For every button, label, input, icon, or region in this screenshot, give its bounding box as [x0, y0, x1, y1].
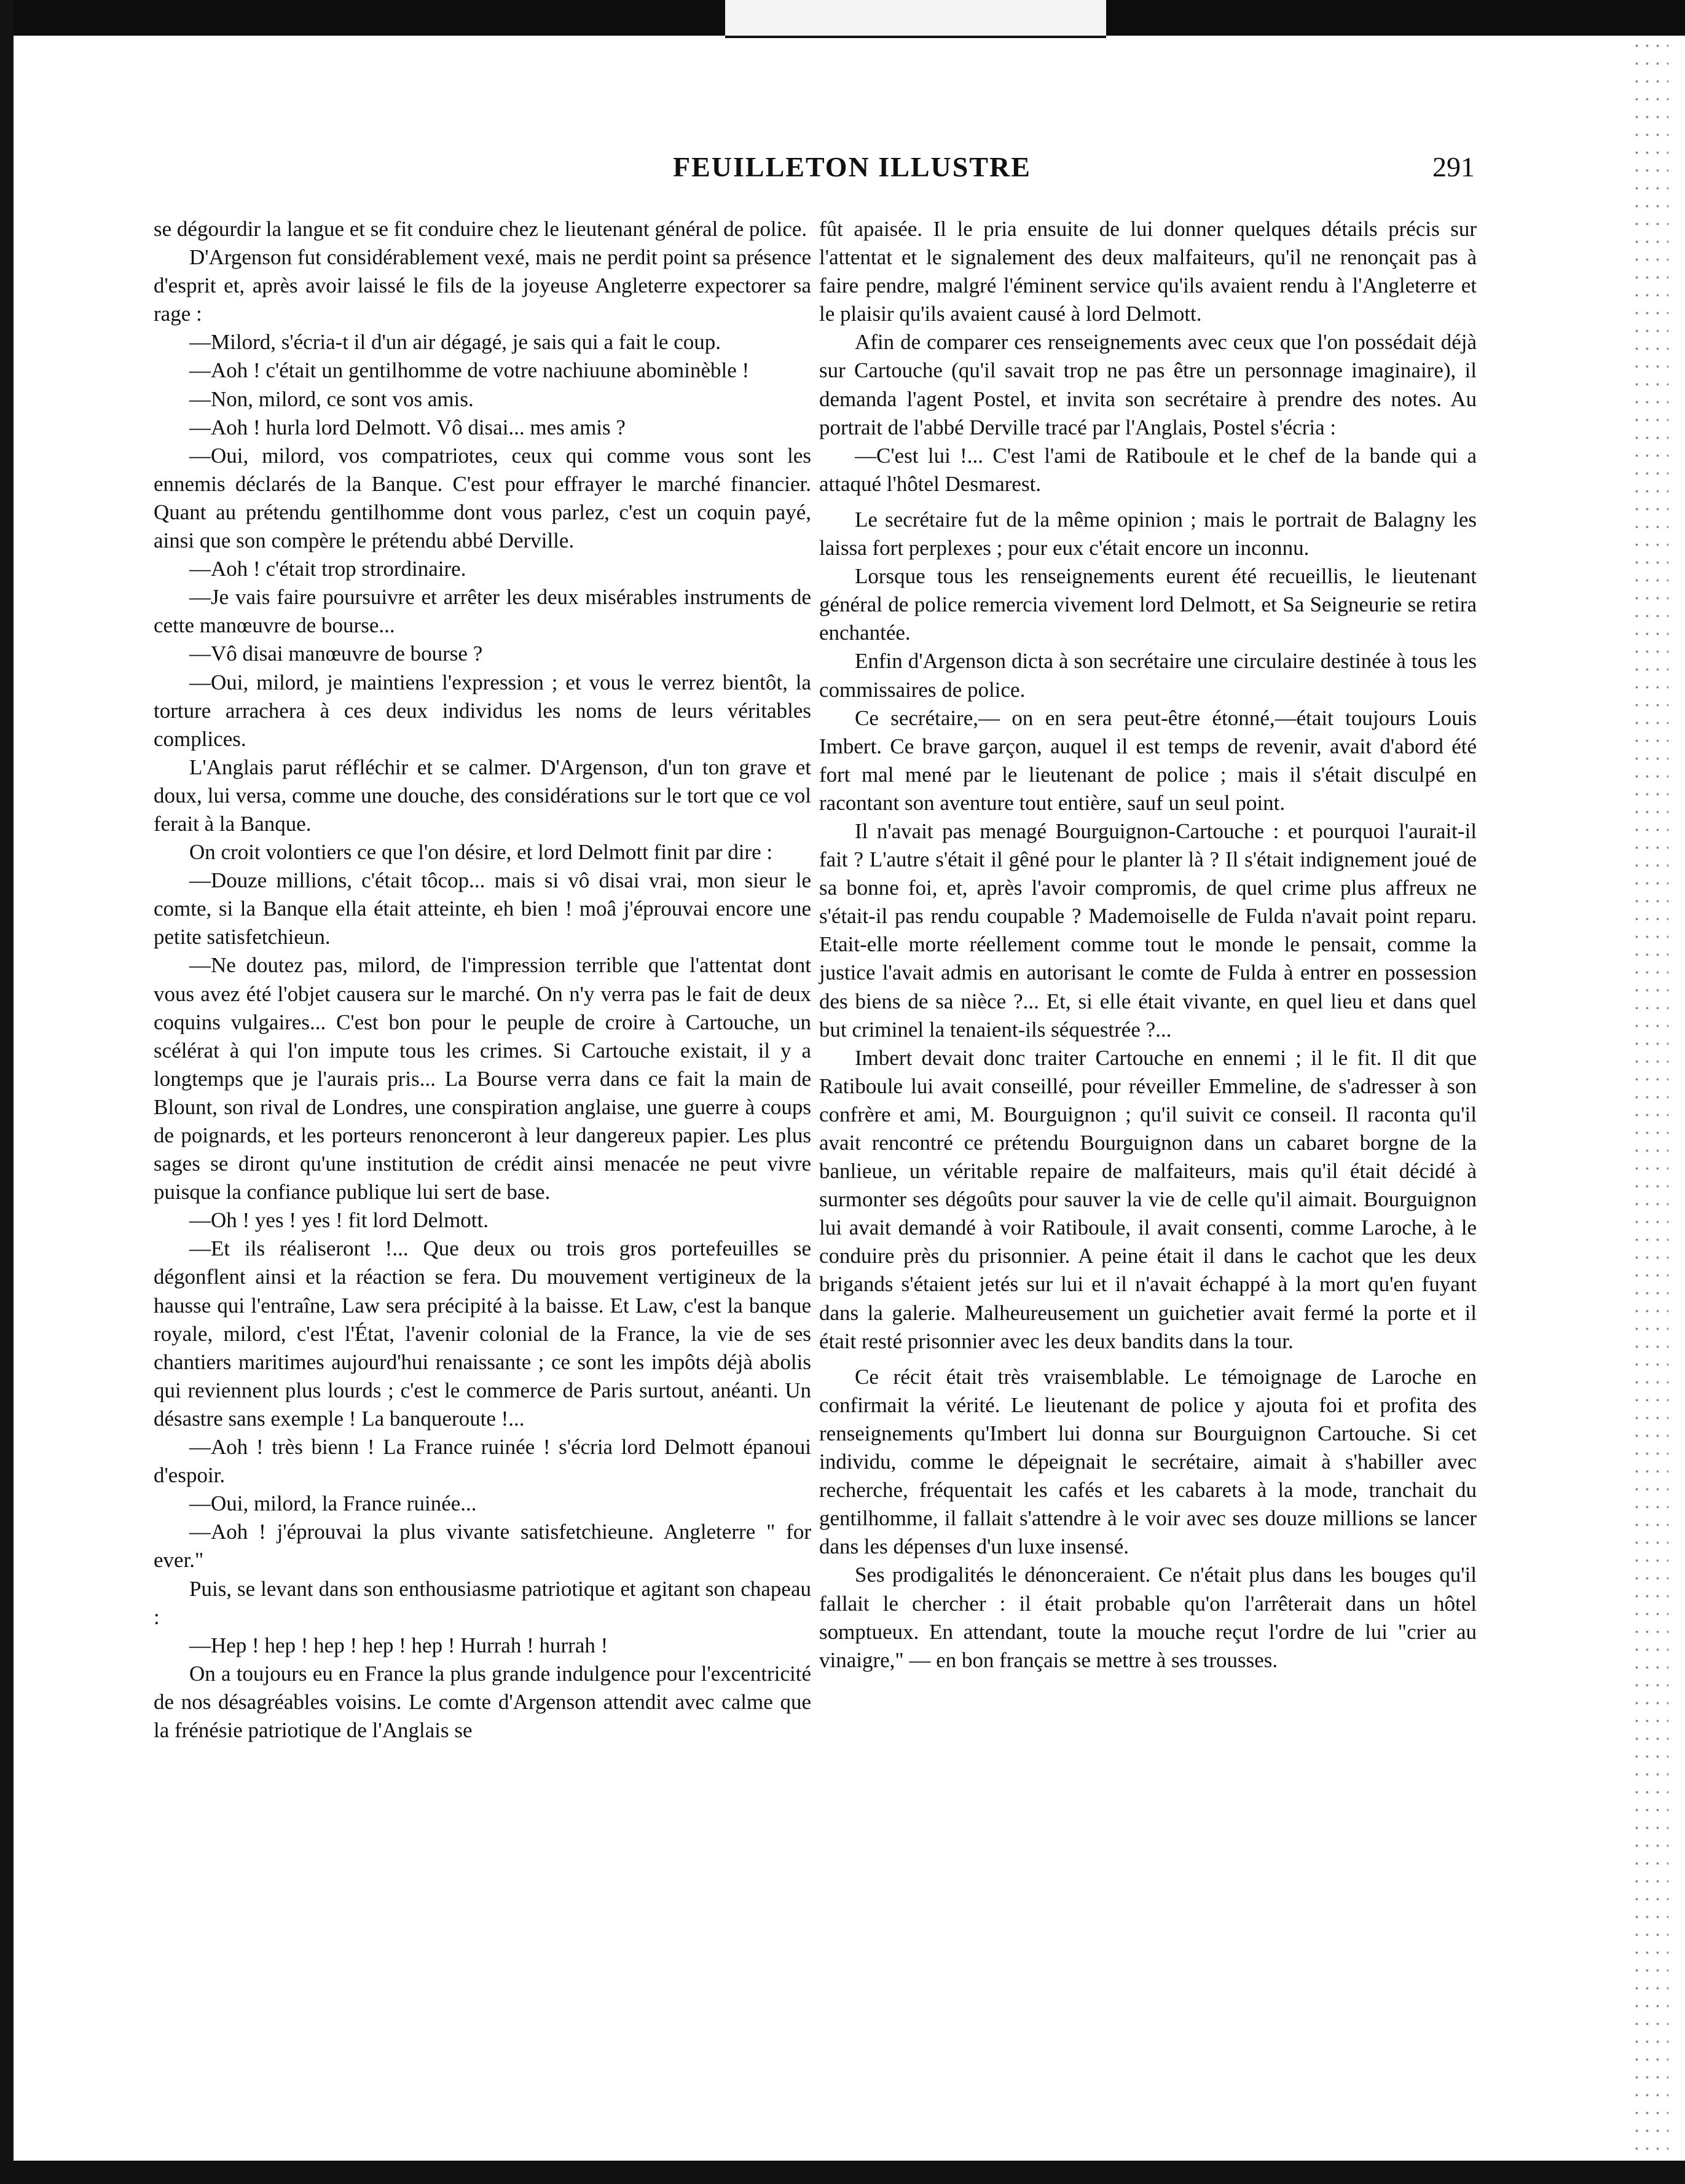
- right-text-column: [819, 215, 1477, 1675]
- paragraph: —Je vais faire poursuivre et arrêter les deux misérables instruments de cette manœuvre de bourse...: [154, 585, 811, 638]
- page-header: [154, 151, 1475, 200]
- scan-left-border: [0, 0, 14, 2184]
- scan-right-edge-noise: [1632, 37, 1668, 2151]
- paragraph: On croit volontiers ce que l'on désire, et lord Delmott finit par dire :: [189, 840, 773, 865]
- paragraph: —Et ils réaliseront !... Que deux ou trois gros portefeuilles se dégonflent ainsi et la réaction se fera. Du mouvement vertigineux de la hausse qui l'entraîne, Law sera précipité à la baisse. Et Law, c'est la banque royale, milord, c'est l'État, l'avenir colonial de la France, la vie de ses chantiers maritimes aujourd'hui renaissante ; ce sont les impôts déjà abolis qui reviennent plus lourds ; c'est le commerce de Paris surtout, anéanti. Un désastre sans exemple ! La banqueroute !...: [154, 1236, 811, 1431]
- paragraph: On a toujours eu en France la plus grande indulgence pour l'excentricité de nos désagréables voisins. Le comte d'Argenson attendit avec calme que la frénésie patriotique de l'Anglais se: [154, 1661, 811, 1742]
- paragraph: D'Argenson fut considérablement vexé, mais ne perdit point sa présence d'esprit et, après avoir laissé le fils de la joyeuse Angleterre expectorer sa rage :: [154, 245, 811, 326]
- paragraph: —Ne doutez pas, milord, de l'impression terrible que l'attentat dont vous avez été l'objet causera sur le marché. On n'y verra pas le fait de deux coquins vulgaires... C'est bon pour le peuple de croire à Cartouche, un scélérat à qui l'on impute tous les crimes. Si Cartouche existait, il y a longtemps que je l'aurais pris... La Bourse verra dans ce fait la main de Blount, son rival de Londres, une conspiration anglaise, une guerre à coups de poignards, et les porteurs renonceront à leur dangereux papier. Les plus sages se diront qu'une institution de crédit ainsi menacée ne peut vivre puisque la confiance publique lui sert de base.: [154, 953, 811, 1204]
- paragraph: —Non, milord, ce sont vos amis.: [189, 387, 474, 411]
- paragraph: —Douze millions, c'était tôcop... mais si vô disai vrai, mon sieur le comte, si la Banque ella était atteinte, eh bien ! moâ j'éprouvai encore une petite satisfetchieun.: [154, 868, 811, 949]
- paragraph: —Aoh ! très bienn ! La France ruinée ! s'écria lord Delmott épanoui d'espoir.: [154, 1435, 811, 1488]
- paragraph: Ce secrétaire,— on en sera peut-être étonné,—était toujours Louis Imbert. Ce brave garçon, auquel il est temps de revenir, avait d'abord été fort mal mené par le lieutenant de police ; mais il s'était disculpé en racontant son aventure tout entière, sauf un seul point.: [819, 705, 1477, 815]
- paragraph: Puis, se levant dans son enthousiasme patriotique et agitant son chapeau :: [154, 1576, 811, 1629]
- paragraph: Le secrétaire fut de la même opinion ; mais le portrait de Balagny les laissa fort perplexes ; pour eux c'était encore un inconnu.: [819, 507, 1477, 560]
- page-number: 291: [1432, 151, 1475, 183]
- paragraph: —Hep ! hep ! hep ! hep ! hep ! Hurrah ! hurrah !: [189, 1633, 608, 1657]
- paragraph: Afin de comparer ces renseignements avec ceux que l'on possédait déjà sur Cartouche (qu'il savait trop ne pas être un personnage imaginaire), il demanda l'agent Postel, et invita son secrétaire à prendre des notes. Au portrait de l'abbé Derville tracé par l'Anglais, Postel s'écria :: [819, 330, 1477, 439]
- paragraph: —Oui, milord, vos compatriotes, ceux qui comme vous sont les ennemis déclarés de la Banque. C'est pour effrayer le marché financier. Quant au prétendu gentilhomme dont vous parlez, c'est un coquin payé, ainsi que son compère le prétendu abbé Derville.: [154, 443, 811, 553]
- paragraph: —Aoh ! c'était trop strordinaire.: [189, 557, 466, 581]
- paragraph: —Oui, milord, je maintiens l'expression ; et vous le verrez bientôt, la torture arrachera à ces deux individus les noms de leurs véritables complices.: [154, 670, 811, 751]
- paragraph: —Vô disai manœuvre de bourse ?: [189, 642, 483, 666]
- paragraph: Il n'avait pas menagé Bourguignon-Cartouche : et pourquoi l'aurait-il fait ? L'autre s'était il gêné pour le planter là ? Il s'était indignement joué de sa bonne foi, et, après l'avoir compromis, de quel crime plus affreux ne s'était-il pas rendu coupable ? Mademoiselle de Fulda n'avait point reparu. Etait-elle morte réellement comme tout le monde le pensait, comme la justice l'avait admis en autorisant le comte de Fulda à entrer en possession des biens de sa nièce ?... Et, si elle était vivante, en quel lieu et dans quel but criminel la tenaient-ils séquestrée ?...: [819, 819, 1477, 1042]
- paragraph: —Aoh ! j'éprouvai la plus vivante satisfetchieune. Angleterre " for ever.": [154, 1520, 811, 1573]
- paragraph: —C'est lui !... C'est l'ami de Ratiboule et le chef de la bande qui a attaqué l'hôtel Desmarest.: [819, 443, 1477, 496]
- paragraph: fût apaisée. Il le pria ensuite de lui donner quelques détails précis sur l'attentat et le signalement des deux malfaiteurs, qu'il ne renonçait pas à faire pendre, malgré l'éminent service qu'ils avaient rendu à l'Angleterre et le plaisir qu'ils avaient causé à lord Delmott.: [819, 217, 1477, 326]
- paragraph: Enfin d'Argenson dicta à son secrétaire une circulaire destinée à tous les commissaires de police.: [819, 649, 1477, 702]
- left-text-column: [154, 215, 811, 1745]
- paragraph: Ce récit était très vraisemblable. Le témoignage de Laroche en confirmait la vérité. Le lieutenant de police y ajouta foi et profita des renseignements qu'Imbert lui donna sur Bourguignon Cartouche. Si cet individu, comme le dépeignait le secrétaire, aimait à s'habiller avec recherche, fréquentait les cafés et les cabarets à la mode, tranchait du gentilhomme, il fallait s'attendre à le voir avec ses douze millions se lancer dans les dépenses d'un luxe insensé.: [819, 1364, 1477, 1559]
- paragraph: Ses prodigalités le dénonceraient. Ce n'était plus dans les bouges qu'il fallait le chercher : il était probable qu'on l'arrêterait dans un hôtel somptueux. En attendant, toute la mouche reçut l'ordre de lui "crier au vinaigre," — en bon français se mettre à ses trousses.: [819, 1563, 1477, 1672]
- paragraph: Lorsque tous les renseignements eurent été recueillis, le lieutenant général de police remercia vivement lord Delmott, et Sa Seigneurie se retira enchantée.: [819, 564, 1477, 645]
- paragraph: —Oh ! yes ! yes ! fit lord Delmott.: [189, 1208, 489, 1233]
- paragraph: —Aoh ! hurla lord Delmott. Vô disai... mes amis ?: [189, 415, 626, 439]
- paragraph: se dégourdir la langue et se fit conduire chez le lieutenant général de police.: [154, 217, 807, 241]
- paragraph: L'Anglais parut réfléchir et se calmer. D'Argenson, d'un ton grave et doux, lui versa, comme une douche, des considérations sur le tort que ce vol ferait à la Banque.: [154, 755, 811, 836]
- paragraph: Imbert devait donc traiter Cartouche en ennemi ; il le fit. Il dit que Ratiboule lui avait conseillé, pour réveiller Emmeline, de s'adresser à son confrère et ami, M. Bourguignon ; qu'il suivit ce conseil. Il raconta qu'il avait rencontré ce prétendu Bourguignon dans un cabaret borgne de la banlieue, un véritable repaire de malfaiteurs, mais qu'il était décidé à surmonter ses dégoûts pour sauver la vie de celle qu'il aimait. Bourguignon lui avait demandé à voir Ratiboule, il avait consenti, comme Laroche, à le conduire près du prisonnier. A peine était il dans le cachot que les deux brigands s'étaient jetés sur lui et il n'avait échappé à la mort qu'en fuyant dans la galerie. Malheureusement un guichetier avait fermé la porte et il était resté prisonnier avec les deux bandits dans la tour.: [819, 1045, 1477, 1353]
- running-title: FEUILLETON ILLUSTRE: [673, 151, 1031, 183]
- scan-bottom-border: [0, 2161, 1685, 2184]
- paragraph: —Milord, s'écria-t il d'un air dégagé, je sais qui a fait le coup.: [189, 330, 721, 355]
- scan-top-notch: [725, 0, 1106, 38]
- paragraph: —Aoh ! c'était un gentilhomme de votre nachiuune abominèble !: [189, 358, 750, 383]
- paragraph: —Oui, milord, la France ruinée...: [189, 1491, 477, 1516]
